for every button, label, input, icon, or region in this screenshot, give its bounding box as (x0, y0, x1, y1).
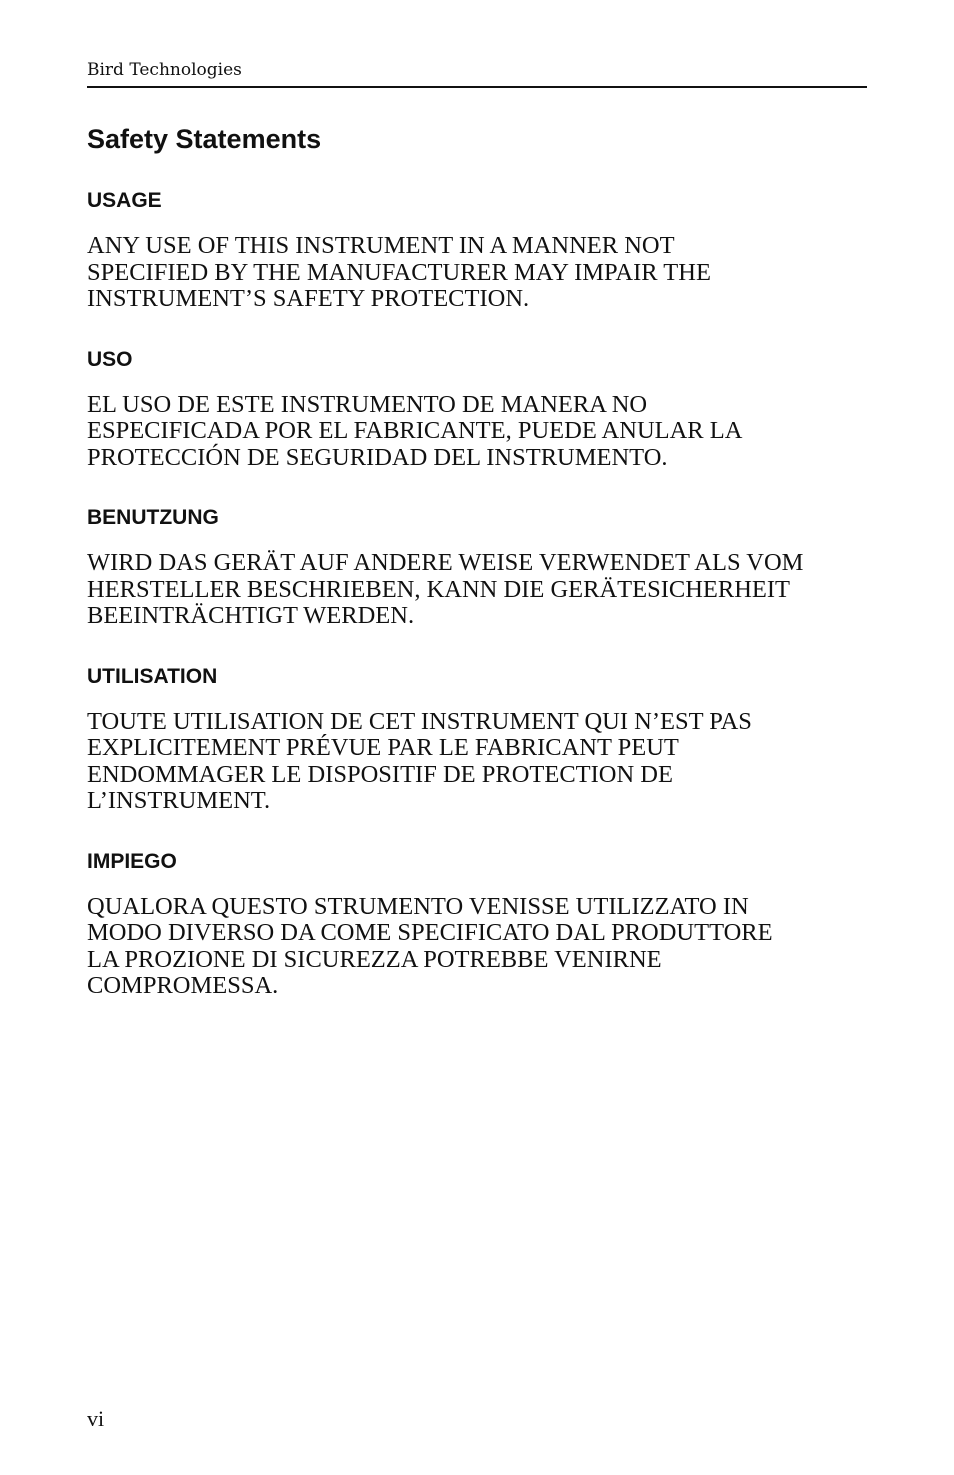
section-uso (87, 347, 867, 472)
section-text: ANY USE OF THIS INSTRUMENT IN A MANNER NOT SPECIFIED BY THE MANUFACTURER MAY IMPAIR THE INSTRUMENT’S SAFETY PROTECTION. (87, 232, 711, 312)
running-header (87, 59, 867, 88)
section-heading: USO (87, 347, 133, 371)
section-heading: UTILISATION (87, 664, 218, 688)
page-number: vi (87, 1406, 105, 1431)
section-utilisation (87, 664, 867, 815)
section-heading: USAGE (87, 189, 162, 212)
section-impiego (87, 849, 867, 1000)
page-content (87, 122, 867, 1034)
section-text: EL USO DE ESTE INSTRUMENTO DE MANERA NO ESPECIFICADA POR EL FABRICANTE, PUEDE ANULAR LA PROTECCIÓN DE SEGURIDAD DEL INSTRUMENTO. (87, 390, 743, 471)
section-text: QUALORA QUESTO STRUMENTO VENISSE UTILIZZATO IN MODO DIVERSO DA COME SPECIFICATO DAL PRODUTTORE LA PROZIONE DI SICUREZZA POTREBBE VENIRNE COMPROMESSA. (87, 892, 773, 999)
page-title: Safety Statements (87, 124, 322, 154)
section-benutzung (87, 505, 867, 630)
section-text: TOUTE UTILISATION DE CET INSTRUMENT QUI N’EST PAS EXPLICITEMENT PRÉVUE PAR LE FABRICANT PEUT ENDOMMAGER LE DISPOSITIF DE PROTECTION DE L’INSTRUMENT. (87, 707, 752, 814)
section-heading: IMPIEGO (87, 849, 177, 873)
section-text: WIRD DAS GERÄT AUF ANDERE WEISE VERWENDET ALS VOM HERSTELLER BESCHRIEBEN, KANN DIE GERÄTESICHERHEIT BEEINTRÄCHTIGT WERDEN. (87, 549, 804, 629)
running-header-title: Bird Technologies (87, 60, 242, 80)
section-heading: BENUTZUNG (87, 506, 219, 529)
section-usage (87, 188, 867, 313)
